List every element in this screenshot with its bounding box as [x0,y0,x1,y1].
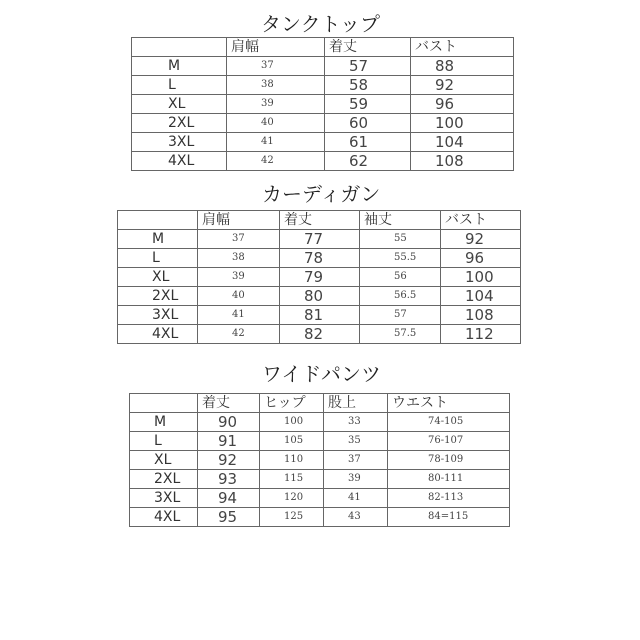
size-label: XL [118,268,198,287]
table-cell: 42 [198,325,280,344]
header-cell: 股上 [324,394,388,413]
table-cell: 41 [227,133,325,152]
table-cell: 57 [360,306,441,325]
size-label: 3XL [130,489,198,508]
table-cell: 105 [260,432,324,451]
table-cell: 41 [324,489,388,508]
table-cell: 100 [411,114,514,133]
size-label: XL [132,95,227,114]
table-cell: 37 [227,57,325,76]
header-cell: 着丈 [280,211,360,230]
table-header-row [118,211,521,230]
header-cell: バスト [411,38,514,57]
table-row [118,268,521,287]
table-title-cardigan: カーディガン [262,182,381,206]
size-label: 4XL [130,508,198,527]
header-cell [130,394,198,413]
table-row [132,76,514,95]
table-title-tank-top: タンクトップ [261,12,380,36]
table-cell: 39 [198,268,280,287]
table-cell: 57 [325,57,411,76]
table-cell: 93 [198,470,260,489]
header-cell: 着丈 [325,38,411,57]
size-label: XL [130,451,198,470]
table-cell: 37 [324,451,388,470]
table-cell: 92 [411,76,514,95]
table-cell: 90 [198,413,260,432]
table-cell: 110 [260,451,324,470]
table-row [118,230,521,249]
size-label: 4XL [132,152,227,171]
table-cell: 95 [198,508,260,527]
table-cell: 120 [260,489,324,508]
table-cell: 59 [325,95,411,114]
size-table-cardigan [117,210,521,344]
header-cell [132,38,227,57]
size-label: L [130,432,198,451]
table-cell: 78 [280,249,360,268]
table-row [118,306,521,325]
table-cell: 39 [227,95,325,114]
table-cell: 115 [260,470,324,489]
header-cell: バスト [441,211,521,230]
table-row [118,249,521,268]
table-cell: 38 [198,249,280,268]
header-cell: ウエスト [388,394,510,413]
table-cell: 61 [325,133,411,152]
table-row [132,95,514,114]
header-cell: 着丈 [198,394,260,413]
size-label: L [118,249,198,268]
table-header-row [132,38,514,57]
table-cell: 40 [227,114,325,133]
table-cell: 125 [260,508,324,527]
size-label: 4XL [118,325,198,344]
table-row [130,432,510,451]
size-label: L [132,76,227,95]
table-row [130,451,510,470]
table-cell: 79 [280,268,360,287]
size-label: M [130,413,198,432]
table-cell: 56.5 [360,287,441,306]
size-label: 2XL [118,287,198,306]
table-cell: 62 [325,152,411,171]
table-row [118,325,521,344]
table-cell: 39 [324,470,388,489]
table-cell: 78-109 [388,451,510,470]
size-label: 2XL [132,114,227,133]
table-cell: 112 [441,325,521,344]
table-cell: 55.5 [360,249,441,268]
table-row [130,489,510,508]
table-cell: 100 [260,413,324,432]
table-cell: 38 [227,76,325,95]
size-label: 2XL [130,470,198,489]
table-cell: 100 [441,268,521,287]
table-cell: 80-111 [388,470,510,489]
table-cell: 55 [360,230,441,249]
table-cell: 58 [325,76,411,95]
table-row [132,57,514,76]
table-row [132,114,514,133]
table-cell: 80 [280,287,360,306]
table-cell: 33 [324,413,388,432]
table-cell: 37 [198,230,280,249]
table-cell: 92 [198,451,260,470]
table-cell: 43 [324,508,388,527]
table-cell: 96 [411,95,514,114]
table-cell: 96 [441,249,521,268]
table-cell: 76-107 [388,432,510,451]
table-row [130,508,510,527]
table-cell: 82 [280,325,360,344]
size-label: M [132,57,227,76]
table-cell: 60 [325,114,411,133]
table-cell: 57.5 [360,325,441,344]
header-cell [118,211,198,230]
table-cell: 77 [280,230,360,249]
table-cell: 35 [324,432,388,451]
table-cell: 74-105 [388,413,510,432]
table-header-row [130,394,510,413]
table-cell: 94 [198,489,260,508]
table-cell: 91 [198,432,260,451]
table-cell: 108 [411,152,514,171]
header-cell: 肩幅 [198,211,280,230]
header-cell: ヒップ [260,394,324,413]
table-row [130,413,510,432]
table-title-wide-pants: ワイドパンツ [262,362,381,386]
table-cell: 56 [360,268,441,287]
table-cell: 82-113 [388,489,510,508]
table-cell: 40 [198,287,280,306]
table-row [132,152,514,171]
table-cell: 92 [441,230,521,249]
size-label: M [118,230,198,249]
header-cell: 袖丈 [360,211,441,230]
header-cell: 肩幅 [227,38,325,57]
table-cell: 88 [411,57,514,76]
table-cell: 81 [280,306,360,325]
size-label: 3XL [132,133,227,152]
table-row [130,470,510,489]
size-table-wide-pants [129,393,510,527]
table-cell: 42 [227,152,325,171]
table-row [118,287,521,306]
size-table-tank-top [131,37,514,171]
table-cell: 104 [441,287,521,306]
table-cell: 41 [198,306,280,325]
size-label: 3XL [118,306,198,325]
table-cell: 84=115 [388,508,510,527]
table-cell: 108 [441,306,521,325]
table-cell: 104 [411,133,514,152]
table-row [132,133,514,152]
